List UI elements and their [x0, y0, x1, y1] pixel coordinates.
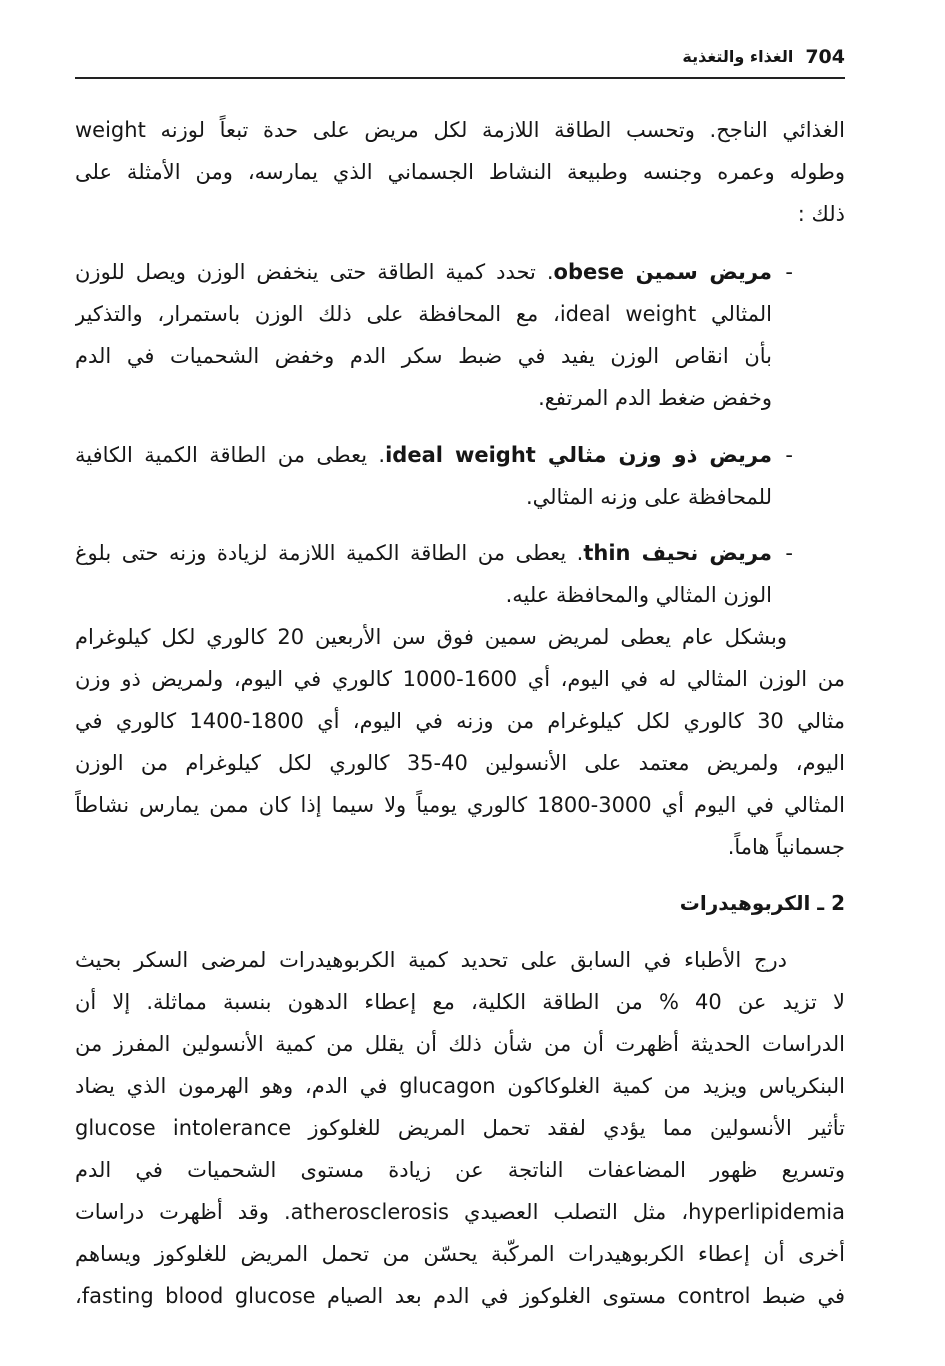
bullet-term: مريض ذو وزن مثالي ideal weight: [385, 443, 773, 467]
bullet-text: . يعطى من الطاقة الكمية الكافية: [75, 443, 386, 467]
text-line: وتسريع ظهور المضاعفات الناتجة عن زيادة مستوى الشحميات في الدم: [75, 1158, 845, 1182]
text-line: من الوزن المثالي له في اليوم، أي 1600-1000 كالوري في اليوم، ولمريض ذو وزن: [75, 667, 845, 691]
bullet-text: . تحدد كمية الطاقة حتى ينخفض الوزن ويصل للوزن: [75, 260, 554, 284]
text-line: درج الأطباء في السابق على تحديد كمية الكربوهيدرات لمرضى السكر بحيث: [75, 948, 787, 972]
bullet-term: مريض نحيف thin: [583, 541, 773, 565]
text-line: hyperlipidemia، مثل التصلب العصيدي atherosclerosis. وقد أظهرت دراسات: [75, 1200, 845, 1224]
text-line: في ضبط control مستوى الغلوكوز في الدم بعد الصيام fasting blood glucose،: [75, 1284, 845, 1308]
header-rule: [75, 77, 845, 79]
bullet-item-obese: [75, 251, 845, 419]
section-heading: 2 ـ الكربوهيدرات: [679, 891, 845, 915]
text-line: بأن انقاص الوزن يفيد في ضبط سكر الدم وخفض الشحميات في الدم: [75, 344, 772, 368]
text-line: [75, 434, 845, 476]
text-line: ذلك :: [797, 202, 845, 226]
chapter-title: الغذاء والتغذية: [682, 47, 794, 66]
section-heading-block: [75, 882, 845, 924]
text-line: جسمانياً هاماً.: [727, 835, 845, 859]
text-line: الدراسات الحديثة أظهرت أن من شأن ذلك أن يقلل من كمية الأنسولين المفرز من: [75, 1032, 845, 1056]
bullet-term: مريض سمين obese: [553, 260, 772, 284]
running-header: [682, 38, 845, 76]
page-number: 704: [805, 46, 845, 68]
bullet-item-ideal-weight: [75, 434, 845, 518]
text-line: البنكرياس ويزيد من كمية الغلوكاكون glucagon في الدم، وهو الهرمون الذي يضاد: [75, 1074, 845, 1098]
text-line: الغذائي الناجح. وتحسب الطاقة اللازمة لكل مريض على حدة تبعاً لوزنه weight: [75, 118, 845, 142]
carbohydrates-paragraph: [75, 939, 845, 1317]
text-line: أخرى أن إعطاء الكربوهيدرات المركّبة يحسّن من تحمل المريض للغلوكوز ويساهم: [75, 1242, 845, 1266]
text-line: للمحافظة على وزنه المثالي.: [525, 485, 772, 509]
text-line: وطوله وعمره وجنسه وطبيعة النشاط الجسماني الذي يمارسه، ومن الأمثلة على: [75, 160, 845, 184]
bullet-item-thin: [75, 532, 845, 616]
text-line: [75, 532, 845, 574]
text-line: وخفض ضغط الدم المرتفع.: [538, 386, 772, 410]
text-line: اليوم، ولمريض معتمد على الأنسولين 40-35 كالوري لكل كيلوغرام من الوزن: [75, 751, 845, 775]
bullet-text: . يعطى من الطاقة الكمية اللازمة لزيادة وزنه حتى بلوغ: [75, 541, 584, 565]
text-line: المثالي في اليوم أي 3000-1800 كالوري يومياً ولا سيما إذا كان ممن يمارس نشاطاً: [75, 793, 845, 817]
calorie-paragraph: [75, 616, 845, 868]
bullet-marker: -: [785, 541, 793, 565]
bullet-marker: -: [785, 260, 793, 284]
text-line: المثالي ideal weight، مع المحافظة على ذلك الوزن باستمرار، والتذكير: [75, 302, 772, 326]
text-line: [75, 251, 845, 293]
text-line: لا تزيد عن 40 % من الطاقة الكلية، مع إعطاء الدهون بنسبة مماثلة. إلا أن: [75, 990, 845, 1014]
bullet-marker: -: [785, 443, 793, 467]
text-line: مثالي 30 كالوري لكل كيلوغرام من وزنه في اليوم، أي 1800-1400 كالوري في: [75, 709, 845, 733]
text-line: وبشكل عام يعطى لمريض سمين فوق سن الأربعين 20 كالوري لكل كيلوغرام: [75, 625, 788, 649]
text-line: تأثير الأنسولين مما يؤدي لفقد تحمل المريض للغلوكوز glucose intolerance: [75, 1116, 845, 1140]
text-line: الوزن المثالي والمحافظة عليه.: [505, 583, 772, 607]
intro-paragraph: [75, 109, 845, 235]
